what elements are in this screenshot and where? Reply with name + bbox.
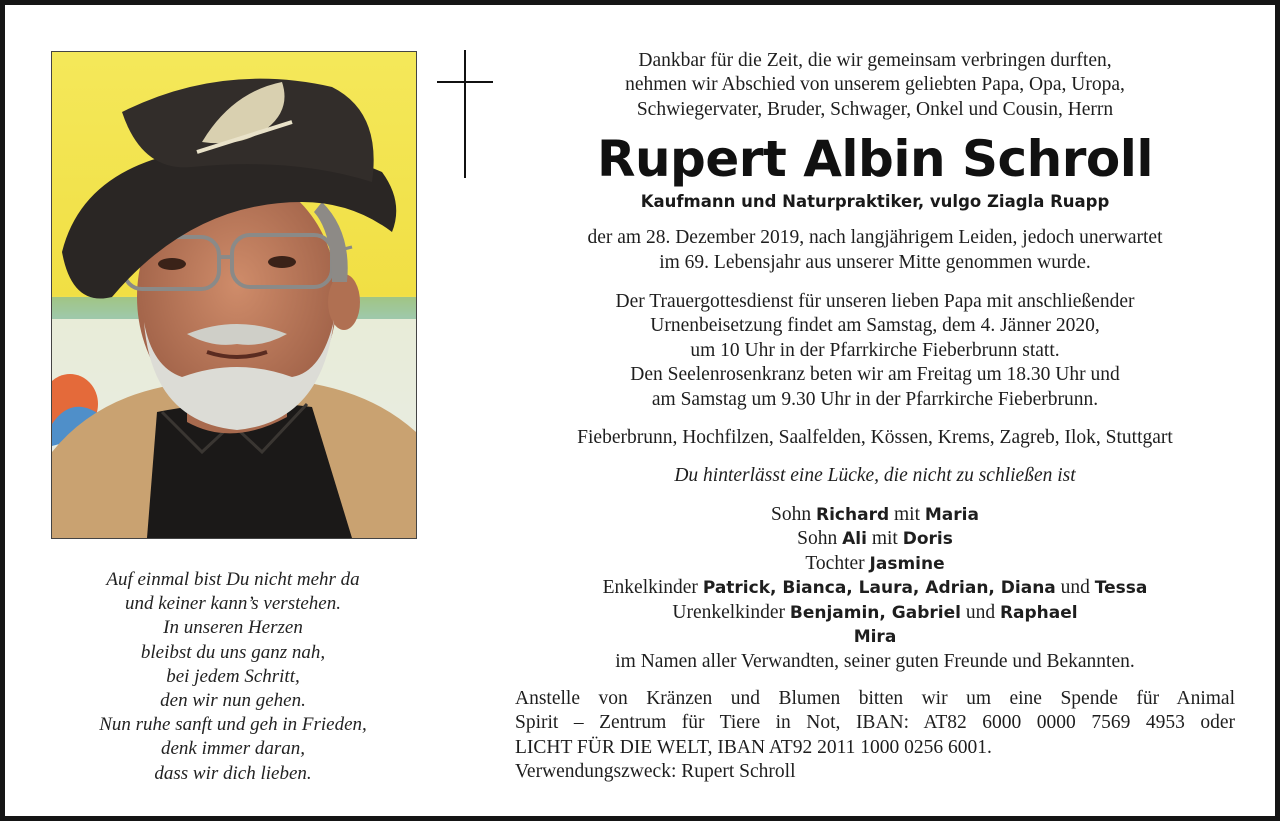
relation-label: Sohn xyxy=(771,504,812,526)
poem-line: bei jedem Schritt, xyxy=(166,665,300,687)
death-paragraph xyxy=(505,226,1245,275)
intro-paragraph xyxy=(505,49,1245,122)
conjunction: mit xyxy=(871,528,898,550)
relation-label: Sohn xyxy=(797,528,838,550)
family-row-greatgrandchildren xyxy=(505,601,1245,625)
family-row-daughter xyxy=(505,552,1245,576)
family-name: Raphael xyxy=(999,602,1078,623)
donation-line: Spirit – Zentrum für Tiere in Not, IBAN: AT82 6000 0000 7569 4953 oder xyxy=(515,712,1235,734)
poem-line: Nun ruhe sanft und geh in Frieden, xyxy=(99,714,367,736)
places-list: Fieberbrunn, Hochfilzen, Saalfelden, Kössen, Krems, Zagreb, Ilok, Stuttgart xyxy=(577,427,1173,449)
poem-line: den wir nun gehen. xyxy=(160,690,306,712)
family-row-extra xyxy=(505,625,1245,649)
poem-line: Auf einmal bist Du nicht mehr da xyxy=(106,569,360,590)
family-name: Mira xyxy=(853,627,897,648)
family-row-grandchildren xyxy=(505,576,1245,600)
poem-line: denk immer daran, xyxy=(160,738,306,760)
poem-line: In unseren Herzen xyxy=(163,617,303,639)
donation-line: Verwendungszweck: Rupert Schroll xyxy=(515,761,796,783)
conjunction: und xyxy=(965,601,996,623)
family-list xyxy=(505,503,1245,674)
donation-line: Anstelle von Kränzen und Blumen bitten wir um eine Spende für Animal xyxy=(515,687,1235,709)
family-row-son-1 xyxy=(505,503,1245,527)
intro-line: Schwiegervater, Bruder, Schwager, Onkel und Cousin, Herrn xyxy=(636,98,1114,120)
relation-label: Enkelkinder xyxy=(602,577,698,599)
poem-line: und keiner kann’s verstehen. xyxy=(125,593,341,615)
family-name: Tessa xyxy=(1094,578,1148,599)
occupation: Kaufmann und Naturpraktiker, vulgo Ziagla Ruapp xyxy=(640,192,1110,212)
death-line: im 69. Lebensjahr aus unserer Mitte genommen wurde. xyxy=(659,251,1091,273)
relation-label: Urenkelkinder xyxy=(672,601,785,623)
family-name: Doris xyxy=(902,529,953,550)
death-line: der am 28. Dezember 2019, nach langjährigem Leiden, jedoch unerwartet xyxy=(587,227,1163,249)
donation-paragraph xyxy=(505,687,1245,785)
family-name: Maria xyxy=(924,505,979,526)
intro-line: Dankbar für die Zeit, die wir gemeinsam verbringen durften, xyxy=(638,50,1112,71)
portrait-photo xyxy=(51,51,417,539)
family-row-son-2 xyxy=(505,527,1245,551)
poem-line: bleibst du uns ganz nah, xyxy=(140,641,326,663)
memorial-poem xyxy=(51,568,415,786)
conjunction: mit xyxy=(894,504,921,526)
family-name: Ali xyxy=(842,529,867,550)
conjunction: und xyxy=(1060,577,1090,599)
service-line: Urnenbeisetzung findet am Samstag, dem 4. Jänner 2020, xyxy=(650,315,1100,337)
service-paragraph xyxy=(505,290,1245,412)
service-line: Der Trauergottesdienst für unseren lieben Papa mit anschließender xyxy=(615,291,1135,313)
donation-line: LICHT FÜR DIE WELT, IBAN AT92 2011 1000 0256 6001. xyxy=(515,736,992,758)
family-name: Jasmine xyxy=(869,553,945,574)
cross-icon xyxy=(437,50,495,180)
poem-line: dass wir dich lieben. xyxy=(154,762,312,784)
family-name: Patrick, Bianca, Laura, Adrian, Diana xyxy=(702,578,1056,599)
family-name: Richard xyxy=(816,505,890,526)
motto: Du hinterlässt eine Lücke, die nicht zu schließen ist xyxy=(674,465,1076,487)
intro-line: nehmen wir Abschied von unserem geliebten Papa, Opa, Uropa, xyxy=(625,74,1125,96)
deceased-name: Rupert Albin Schroll xyxy=(596,130,1154,189)
relation-label: Tochter xyxy=(805,552,865,574)
family-closing: im Namen aller Verwandten, seiner guten Freunde und Bekannten. xyxy=(615,650,1135,672)
service-line: um 10 Uhr in der Pfarrkirche Fieberbrunn statt. xyxy=(690,339,1060,361)
service-line: Den Seelenrosenkranz beten wir am Freitag um 18.30 Uhr und xyxy=(630,364,1120,386)
service-line: am Samstag um 9.30 Uhr in der Pfarrkirche Fieberbrunn. xyxy=(651,388,1099,410)
notice-text xyxy=(505,49,1245,785)
family-name: Benjamin, Gabriel xyxy=(789,602,961,623)
